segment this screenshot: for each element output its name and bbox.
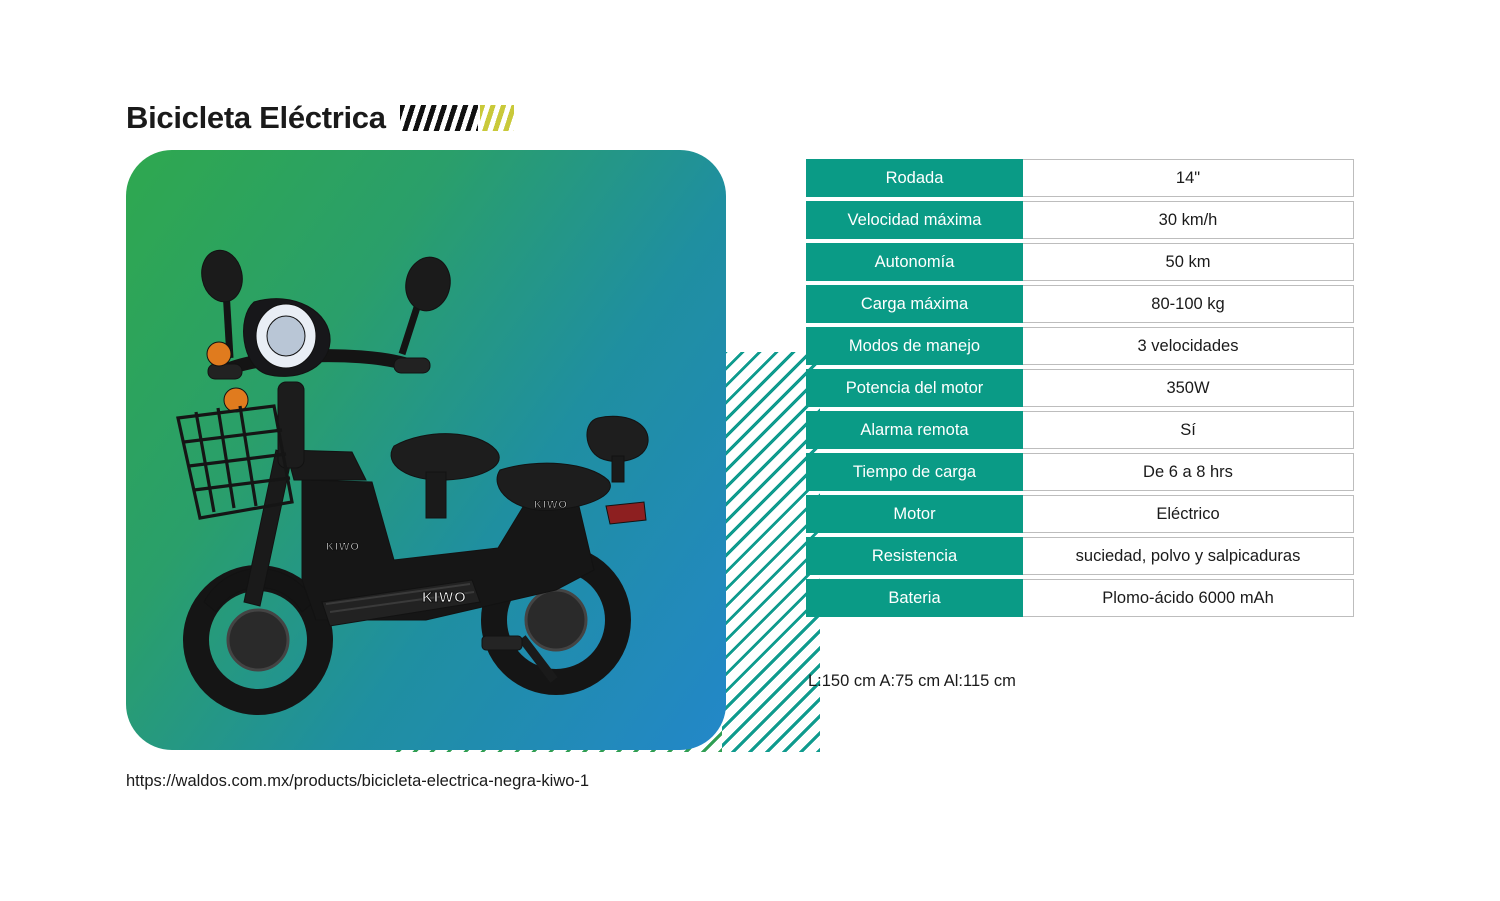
spec-label: Rodada [806, 159, 1023, 197]
diagonal-stripes-yellow-icon [480, 105, 514, 131]
spec-label: Velocidad máxima [806, 201, 1023, 239]
spec-label: Modos de manejo [806, 327, 1023, 365]
spec-label: Potencia del motor [806, 369, 1023, 407]
source-url[interactable]: https://waldos.com.mx/products/bicicleta-electrica-negra-kiwo-1 [126, 772, 590, 790]
table-row [806, 579, 1354, 617]
svg-text:KIWO: KIWO [534, 499, 568, 511]
table-row [806, 327, 1354, 365]
dimensions-text: L:150 cm A:75 cm Al:115 cm [808, 672, 1016, 690]
spec-value: Sí [1023, 411, 1354, 449]
spec-label: Motor [806, 495, 1023, 533]
spec-value: 3 velocidades [1023, 327, 1354, 365]
table-row [806, 495, 1354, 533]
table-row [806, 453, 1354, 491]
spec-value: 350W [1023, 369, 1354, 407]
electric-bicycle-illustration [126, 150, 726, 750]
spec-value: suciedad, polvo y salpicaduras [1023, 537, 1354, 575]
spec-label: Resistencia [806, 537, 1023, 575]
spec-value: Eléctrico [1023, 495, 1354, 533]
spec-label: Bateria [806, 579, 1023, 617]
specifications-table [806, 155, 1354, 621]
spec-value: 80-100 kg [1023, 285, 1354, 323]
spec-label: Alarma remota [806, 411, 1023, 449]
table-row [806, 369, 1354, 407]
diagonal-stripes-icon [400, 105, 478, 131]
svg-text:KIWO: KIWO [422, 589, 467, 606]
spec-value: De 6 a 8 hrs [1023, 453, 1354, 491]
spec-label: Carga máxima [806, 285, 1023, 323]
table-row [806, 411, 1354, 449]
spec-value: 50 km [1023, 243, 1354, 281]
spec-label: Tiempo de carga [806, 453, 1023, 491]
specifications-table-body [806, 159, 1354, 617]
table-row [806, 243, 1354, 281]
spec-label: Autonomía [806, 243, 1023, 281]
product-image [126, 150, 726, 750]
page-title: Bicicleta Eléctrica [126, 100, 386, 135]
table-row [806, 285, 1354, 323]
page-title-row [126, 100, 514, 136]
table-row [806, 537, 1354, 575]
table-row [806, 201, 1354, 239]
table-row [806, 159, 1354, 197]
spec-value: 14" [1023, 159, 1354, 197]
spec-value: Plomo-ácido 6000 mAh [1023, 579, 1354, 617]
svg-text:KIWO: KIWO [326, 541, 360, 553]
spec-value: 30 km/h [1023, 201, 1354, 239]
